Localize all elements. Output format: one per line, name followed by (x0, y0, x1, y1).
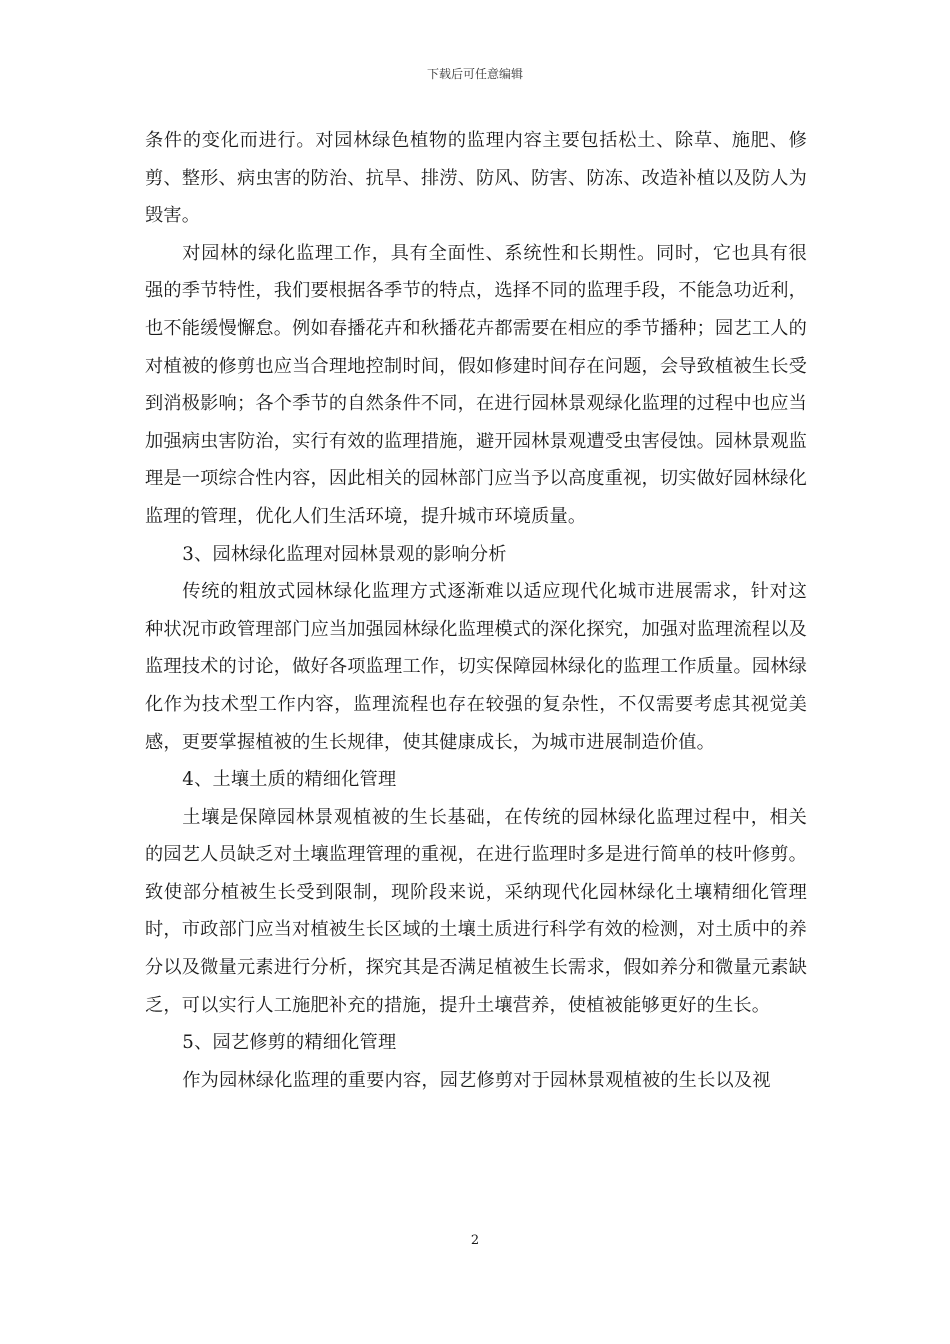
paragraph-5: 作为园林绿化监理的重要内容，园艺修剪对于园林景观植被的生长以及视 (182, 1069, 771, 1091)
section-heading-5: 5、园艺修剪的精细化管理 (182, 1032, 397, 1054)
paragraph-4: 土壤是保障园林景观植被的生长基础，在传统的园林绿化监理过程中，相关的园艺人员缺乏对土壤监理管理的重视，在进行监理时多是进行简单的枝叶修剪。致使部分植被生长受到限制，现阶段来说，采纳现代化园林绿化土壤精细化管理时，市政部门应当对植被生长区域的土壤土质进行科学有效的检测，对土质中的养分以及微量元素进行分析，探究其是否满足植被生长需求，假如养分和微量元素缺乏，可以实行人工施肥补充的措施，提升土壤营养，使植被能够更好的生长。 (145, 806, 807, 1016)
page-header: 下载后可任意编辑 (426, 67, 523, 81)
page-number: 2 (470, 1233, 480, 1248)
body-text (145, 122, 807, 1099)
paragraph-1: 条件的变化而进行。对园林绿色植物的监理内容主要包括松土、除草、施肥、修剪、整形、病虫害的防治、抗旱、排涝、防风、防害、防冻、改造补植以及防人为毁害。 (145, 130, 807, 227)
paragraph-2: 对园林的绿化监理工作，具有全面性、系统性和长期性。同时，它也具有很强的季节特性，我们要根据各季节的特点，选择不同的监理手段，不能急功近利，也不能缓慢懈怠。例如春播花卉和秋播花卉都需要在相应的季节播种；园艺工人的对植被的修剪也应当合理地控制时间，假如修建时间存在问题，会导致植被生长受到消极影响；各个季节的自然条件不同，在进行园林景观绿化监理的过程中也应当加强病虫害防治，实行有效的监理措施，避开园林景观遭受虫害侵蚀。园林景观监理是一项综合性内容，因此相关的园林部门应当予以高度重视，切实做好园林绿化监理的管理，优化人们生活环境，提升城市环境质量。 (145, 242, 807, 527)
section-heading-3: 3、园林绿化监理对园林景观的影响分析 (182, 543, 507, 565)
paragraph-3: 传统的粗放式园林绿化监理方式逐渐难以适应现代化城市进展需求，针对这种状况市政管理部门应当加强园林绿化监理模式的深化探究，加强对监理流程以及监理技术的讨论，做好各项监理工作，切实保障园林绿化的监理工作质量。园林绿化作为技术型工作内容，监理流程也存在较强的复杂性，不仅需要考虑其视觉美感，更要掌握植被的生长规律，使其健康成长，为城市进展制造价值。 (145, 581, 807, 753)
section-heading-4: 4、土壤土质的精细化管理 (182, 769, 397, 791)
